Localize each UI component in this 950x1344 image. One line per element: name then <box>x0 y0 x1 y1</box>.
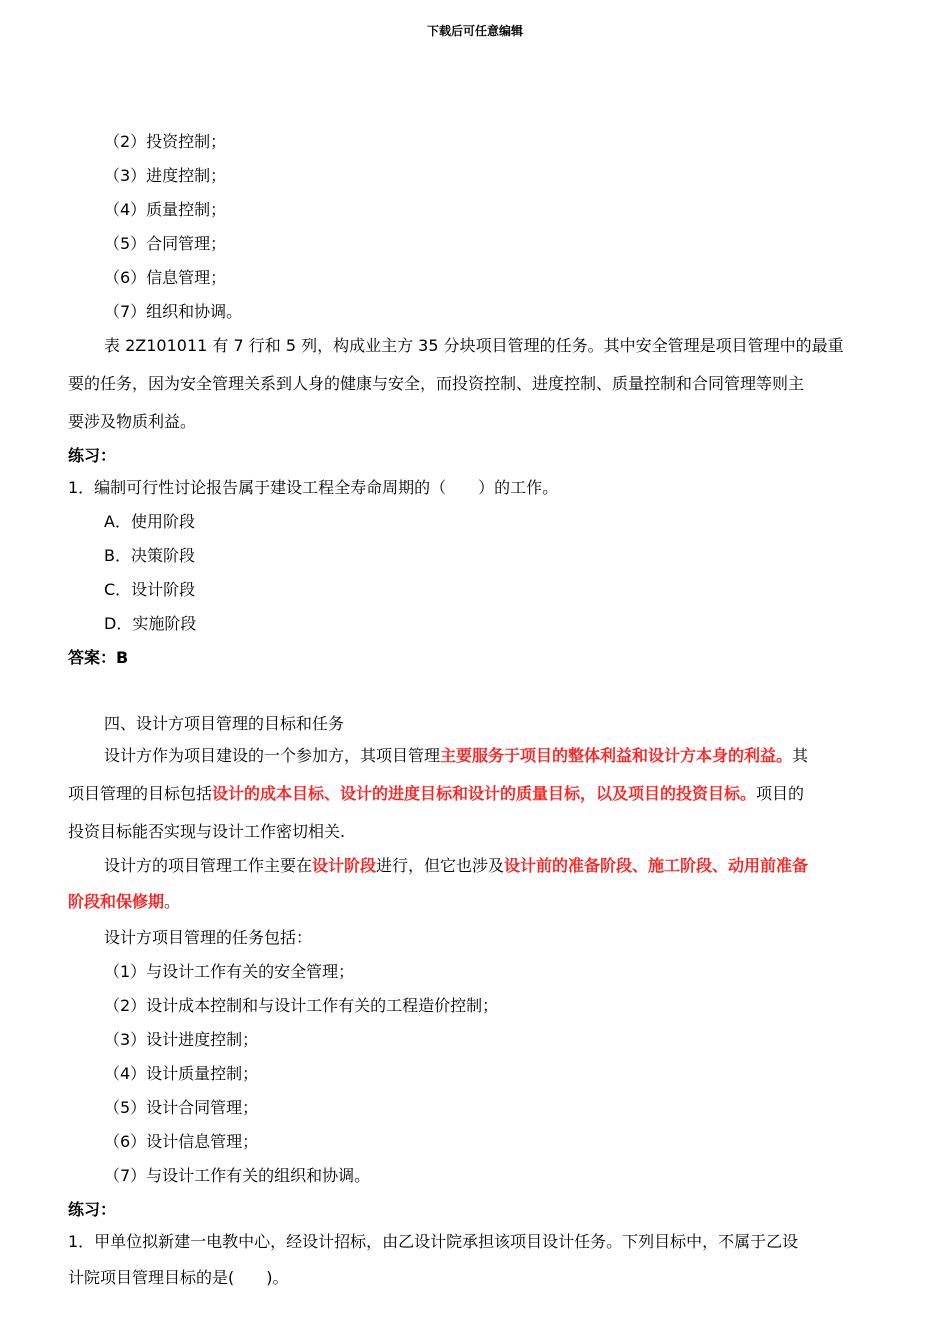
paragraph-line <box>104 746 808 766</box>
text-span: 设计方作为项目建设的一个参加方，其项目管理 <box>104 746 441 765</box>
highlight-span: 设计前的准备阶段、施工阶段、动用前准备 <box>504 856 809 875</box>
page-header: 下载后可任意编辑 <box>426 24 523 38</box>
highlight-span: 主要服务于项目的整体利益和设计方本身的利益。 <box>440 746 793 765</box>
highlight-span: 设计的成本目标、设计的进度目标和设计的质量目标，以及项目的投资目标。 <box>212 784 757 803</box>
text-span: 。 <box>164 892 181 911</box>
paragraph-line: 要的任务，因为安全管理关系到人身的健康与安全，而投资控制、进度控制、质量控制和合同管理等则主 <box>68 374 805 393</box>
list-item: （7）组织和协调。 <box>104 302 243 321</box>
question-text: 计院项目管理目标的是( )。 <box>68 1268 289 1287</box>
text-span: 进行，但它也涉及 <box>376 856 505 875</box>
paragraph-line: 投资目标能否实现与设计工作密切相关. <box>68 822 346 841</box>
option-d: D．实施阶段 <box>104 614 197 633</box>
task-item: （4）设计质量控制； <box>104 1064 259 1083</box>
paragraph-line: 表 2Z101011 有 7 行和 5 列，构成业主方 35 分块项目管理的任务。其中安全管理是项目管理中的最重 <box>104 336 844 355</box>
list-item: （4）质量控制； <box>104 200 227 219</box>
practice-label: 练习： <box>68 1200 117 1219</box>
task-item: （7）与设计工作有关的组织和协调。 <box>104 1166 371 1185</box>
tasks-intro: 设计方项目管理的任务包括： <box>104 928 313 947</box>
section-title: 四、设计方项目管理的目标和任务 <box>104 714 345 733</box>
highlight-span: 设计阶段 <box>312 856 377 875</box>
list-item: （5）合同管理； <box>104 234 227 253</box>
text-span: 设计方的项目管理工作主要在 <box>104 856 313 875</box>
practice-label: 练习： <box>68 446 117 465</box>
question-text: 1．甲单位拟新建一电教中心，经设计招标，由乙设计院承担该项目设计任务。下列目标中，不属于乙设 <box>68 1232 799 1251</box>
highlight-span: 阶段和保修期 <box>68 892 165 911</box>
text-span: 项目的 <box>756 784 805 803</box>
list-item: （2）投资控制； <box>104 132 227 151</box>
task-item: （5）设计合同管理； <box>104 1098 259 1117</box>
answer-text: 答案：B <box>68 648 129 667</box>
task-item: （3）设计进度控制； <box>104 1030 259 1049</box>
text-span: 项目管理的目标包括 <box>68 784 213 803</box>
question-text: 1．编制可行性讨论报告属于建设工程全寿命周期的（ ）的工作。 <box>68 478 559 497</box>
option-a: A．使用阶段 <box>104 512 195 531</box>
task-item: （1）与设计工作有关的安全管理； <box>104 962 355 981</box>
option-b: B．决策阶段 <box>104 546 195 565</box>
task-item: （6）设计信息管理； <box>104 1132 259 1151</box>
text-span: 其 <box>792 746 809 765</box>
task-item: （2）设计成本控制和与设计工作有关的工程造价控制； <box>104 996 499 1015</box>
paragraph-line <box>104 856 808 876</box>
list-item: （6）信息管理； <box>104 268 227 287</box>
paragraph-line <box>68 784 804 804</box>
list-item: （3）进度控制； <box>104 166 227 185</box>
paragraph-line: 要涉及物质利益。 <box>68 412 197 431</box>
paragraph-line <box>68 892 180 912</box>
option-c: C．设计阶段 <box>104 580 196 599</box>
